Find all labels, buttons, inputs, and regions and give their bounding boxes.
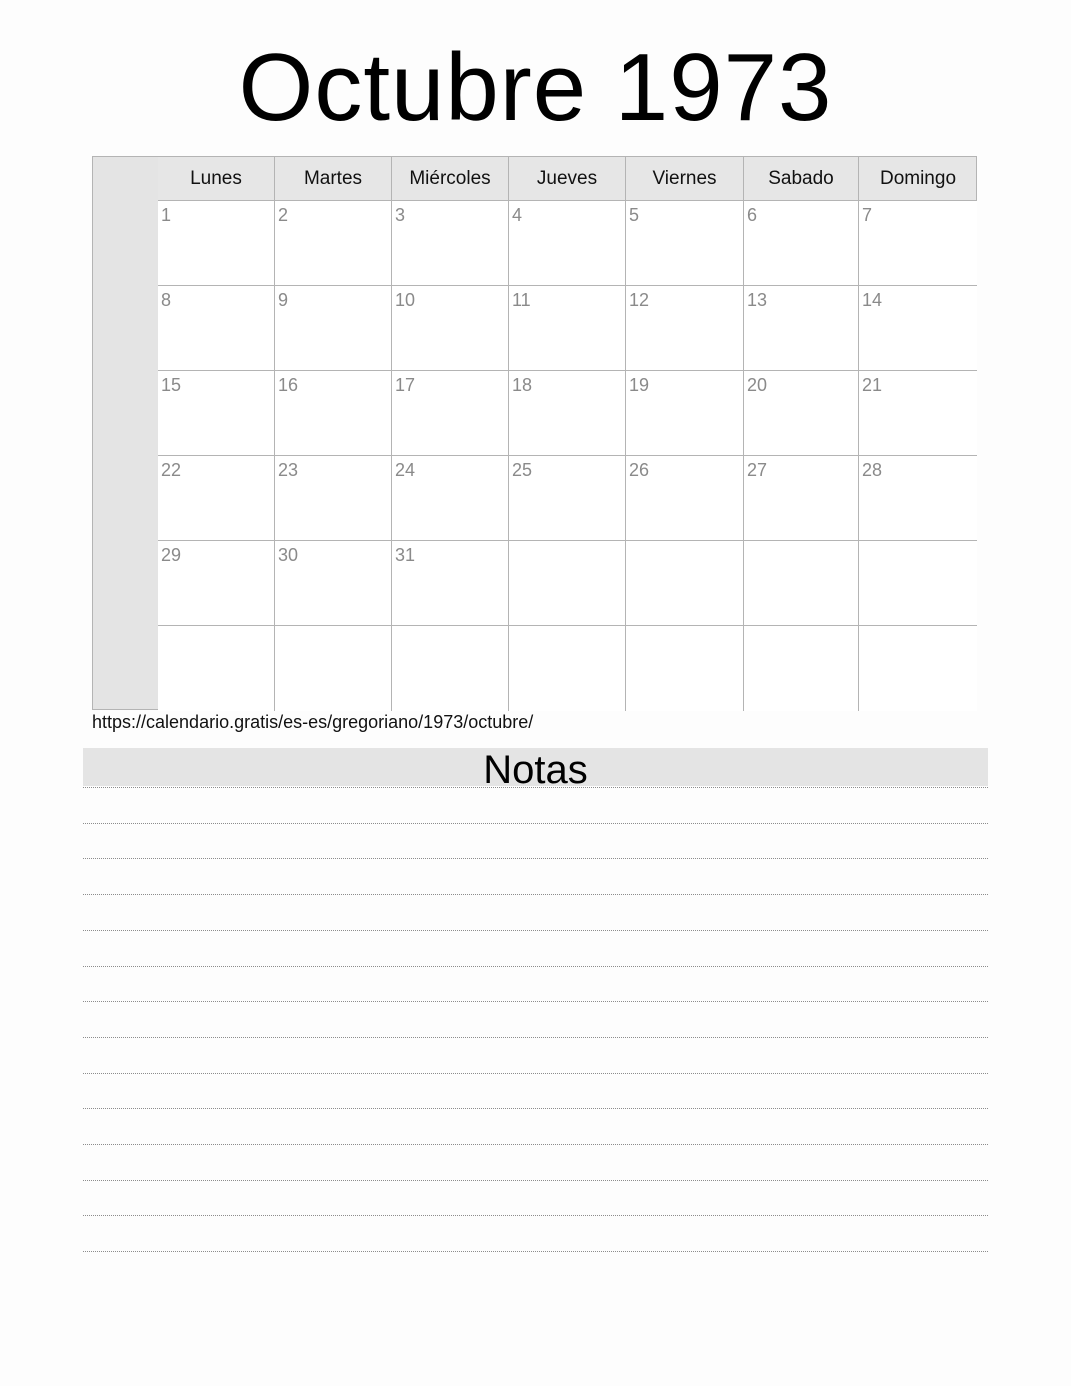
day-number: 12 (629, 290, 650, 310)
day-number: 19 (629, 375, 650, 395)
day-cell (509, 626, 626, 711)
calendar-days (158, 201, 976, 709)
day-number: 8 (161, 290, 172, 310)
note-line (83, 1037, 988, 1038)
day-number: 7 (862, 205, 873, 225)
day-number: 22 (161, 460, 182, 480)
day-cell (275, 201, 392, 286)
day-number: 16 (278, 375, 299, 395)
day-number: 25 (512, 460, 533, 480)
day-cell (626, 286, 744, 371)
day-number: 26 (629, 460, 650, 480)
note-line (83, 894, 988, 895)
weekday-header: Domingo (879, 168, 957, 189)
source-url: https://calendario.gratis/es-es/gregoriano/1973/octubre/ (92, 712, 534, 732)
day-number: 18 (512, 375, 533, 395)
day-cell (158, 201, 275, 286)
day-cell (859, 456, 977, 541)
day-cell (275, 371, 392, 456)
week-side-column (93, 157, 159, 709)
day-number: 4 (512, 205, 523, 225)
weekday-header: Miércoles (392, 157, 509, 200)
weekday-header-row (158, 157, 976, 201)
day-number: 14 (862, 290, 883, 310)
weekday-header: Lunes (158, 157, 275, 200)
day-number: 2 (278, 205, 289, 225)
day-number: 1 (161, 205, 172, 225)
day-cell (744, 456, 859, 541)
day-cell (158, 371, 275, 456)
notes-title: Notas (83, 748, 988, 786)
note-line (83, 1215, 988, 1216)
note-line (83, 1144, 988, 1145)
day-cell (392, 371, 509, 456)
day-cell (626, 541, 744, 626)
day-number: 29 (161, 545, 182, 565)
day-cell (392, 541, 509, 626)
day-cell (509, 371, 626, 456)
day-number: 9 (278, 290, 289, 310)
day-number: 11 (512, 290, 531, 310)
day-cell (392, 286, 509, 371)
day-cell (859, 541, 977, 626)
day-cell (859, 371, 977, 456)
page-title: Octubre 1973 (238, 34, 833, 141)
day-cell (275, 626, 392, 711)
weekday-header: Viernes (626, 157, 744, 200)
day-number: 10 (395, 290, 416, 310)
day-cell (158, 286, 275, 371)
day-number: 27 (747, 460, 768, 480)
day-cell (158, 456, 275, 541)
day-cell (626, 626, 744, 711)
weekday-header: Jueves (509, 157, 626, 200)
note-line (83, 1251, 988, 1252)
day-cell (392, 626, 509, 711)
note-line (83, 858, 988, 859)
day-number: 3 (395, 205, 406, 225)
day-cell (626, 456, 744, 541)
day-cell (158, 541, 275, 626)
day-cell (275, 286, 392, 371)
note-line (83, 1073, 988, 1074)
note-line (83, 966, 988, 967)
day-number: 6 (747, 205, 758, 225)
day-cell (509, 201, 626, 286)
day-number: 5 (629, 205, 640, 225)
weekday-header: Sabado (744, 157, 859, 200)
day-cell (509, 456, 626, 541)
day-cell (509, 541, 626, 626)
day-cell (275, 456, 392, 541)
day-cell (626, 371, 744, 456)
day-number: 13 (747, 290, 768, 310)
day-number: 20 (747, 375, 768, 395)
note-line (83, 1108, 988, 1109)
day-number: 31 (395, 545, 416, 565)
day-number: 30 (278, 545, 299, 565)
day-cell (744, 541, 859, 626)
weekday-header: Martes (275, 157, 392, 200)
day-cell (744, 626, 859, 711)
note-line (83, 823, 988, 824)
day-cell (392, 201, 509, 286)
note-line (83, 930, 988, 931)
note-line (83, 1001, 988, 1002)
day-cell (392, 456, 509, 541)
day-cell (744, 201, 859, 286)
day-number: 21 (862, 375, 883, 395)
day-cell (859, 626, 977, 711)
day-number: 28 (862, 460, 883, 480)
day-cell (859, 201, 977, 286)
day-cell (158, 626, 275, 711)
day-cell (744, 286, 859, 371)
day-cell (859, 286, 977, 371)
day-cell (509, 286, 626, 371)
day-number: 24 (395, 460, 416, 480)
note-line (83, 787, 988, 788)
note-line (83, 1180, 988, 1181)
day-number: 23 (278, 460, 299, 480)
day-number: 15 (161, 375, 182, 395)
day-cell (275, 541, 392, 626)
calendar-grid (92, 156, 977, 710)
day-cell (626, 201, 744, 286)
day-number: 17 (395, 375, 416, 395)
day-cell (744, 371, 859, 456)
